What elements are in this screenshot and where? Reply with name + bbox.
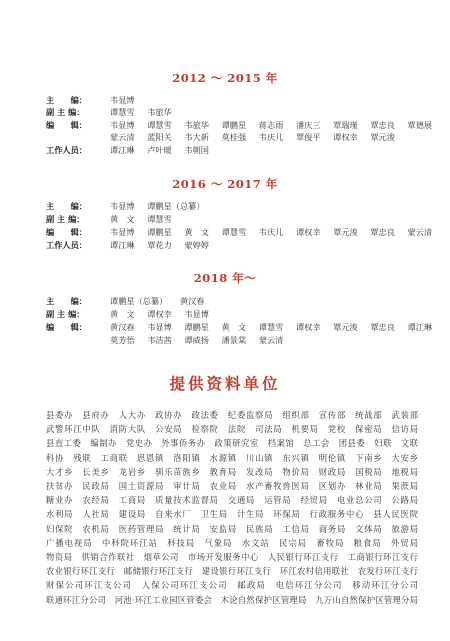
person-name: 谭慧雪	[221, 227, 247, 237]
person-name: 谭权幸	[295, 322, 321, 332]
role-label: 编 辑：	[46, 227, 87, 237]
units-line: 扶贫办 民政局 国土资源局 审计局 农业局 水产畜牧兽医局 区划办 林业局 果蔗局	[46, 481, 418, 492]
role-label: 编 辑：	[46, 322, 87, 332]
names-list	[110, 227, 442, 238]
period1-row-editor	[46, 95, 416, 106]
names-list	[110, 214, 416, 225]
units-section-title: 提供资料单位	[169, 374, 281, 393]
person-name: 蒙云清	[258, 335, 284, 345]
person-name: 韦显博	[110, 201, 135, 211]
person-name: 韦洁茜	[147, 335, 172, 345]
role-label: 副 主 编：	[46, 107, 85, 117]
person-name: 莫桂强	[221, 132, 247, 142]
person-name: 谭慧雪	[258, 322, 284, 332]
role-label: 工作人员：	[46, 240, 87, 250]
person-name: 覃忠良	[370, 120, 395, 130]
person-name: 韦显博	[110, 227, 135, 237]
names-list	[110, 201, 416, 212]
period3-row-editors	[46, 322, 433, 333]
names-list	[110, 335, 416, 346]
units-line: 物资局 供销合作联社 烟草公司 市场开发服务中心 人民银行环江支行 工商银行环江支行	[46, 552, 418, 563]
person-name: 韦显博	[110, 120, 135, 130]
person-name: 韦大新	[184, 132, 209, 142]
period-title-2016-2017: 2016 ～ 2017 年	[172, 177, 278, 191]
names-list	[110, 322, 442, 333]
person-name: 黄汉春	[179, 296, 205, 306]
person-name: 卢叶暖	[147, 145, 172, 155]
person-name: 韦庆儿	[258, 227, 284, 237]
names-list	[110, 309, 416, 320]
role-label: 副 主 编：	[46, 309, 85, 319]
person-name: 覃俊平	[295, 132, 321, 142]
person-name: 覃德展	[407, 120, 433, 130]
period2-row-editor	[46, 201, 416, 212]
person-name: 覃花力	[147, 240, 172, 250]
person-name: 潘庆三	[295, 120, 321, 130]
person-name: 谭鹏星	[147, 227, 172, 237]
person-name: 黄 文	[110, 309, 135, 319]
names-list	[110, 132, 416, 143]
units-line: 财保公司环江支公司 人保公司环江支公司 邮政局 电信环江分公司 移动环江分公司	[46, 580, 418, 591]
person-name: 覃忠良	[370, 322, 395, 332]
person-name: 谭鹏星	[184, 322, 209, 332]
person-name: 蒙云清	[407, 227, 433, 237]
role-label: 主 编：	[46, 201, 87, 211]
person-name: 韦显博	[184, 309, 209, 319]
person-name: 韦旅华	[147, 107, 172, 117]
units-line: 大才乡 长美乡 龙岩乡 驯乐苗族乡 教育局 发改局 物价局 财政局 国税局 地税局	[46, 466, 418, 477]
units-line: 广播电视局 中科院环江站 科技局 气象局 水文站 民宗局 畜牧局 粮食局 外贸局	[46, 537, 418, 548]
person-name: 覃元浚	[333, 227, 358, 237]
period3-row-deputy	[46, 309, 416, 320]
person-name: 蒙婷婷	[184, 240, 209, 250]
units-line: 联通环江分公司 河池·环江工业园区管委会 木论自然保护区管理局 九万山自然保护区管理分局	[46, 594, 418, 605]
person-name: 黄 文	[221, 322, 247, 332]
person-name: 潘景棠	[221, 335, 247, 345]
person-name: 黄汉春	[110, 322, 135, 332]
period2-row-editors	[46, 227, 433, 238]
units-line: 武警环江中队 消防大队 公安局 检察院 法院 司法局 机要局 党校 保密局 信访局	[46, 424, 418, 435]
person-name: 谭慧雪	[147, 120, 172, 130]
person-name: 谭江琳	[110, 240, 135, 250]
role-label: 主 编：	[46, 296, 87, 306]
units-line: 妇保院 农机局 医药管理局 统计局 安监局 民族局 工信局 商务局 文体局 旅游局	[46, 523, 418, 534]
person-name: 覃忠良	[370, 227, 395, 237]
person-name: 韦显博	[110, 95, 135, 105]
person-name: 谭鹏星（总纂）	[110, 296, 168, 306]
person-name: 谭权幸	[147, 309, 172, 319]
person-name: 黄 文	[184, 227, 209, 237]
role-label: 工作人员：	[46, 145, 87, 155]
period3-row-editor	[46, 296, 416, 307]
person-name: 谭江琳	[110, 145, 135, 155]
period2-row-staff	[46, 240, 416, 251]
period1-row-editors	[46, 120, 433, 131]
units-line: 县委办 县府办 人大办 政协办 政法委 纪委监察局 组织部 宣传部 统战部 武装部	[46, 410, 418, 420]
period1-row-deputy	[46, 107, 416, 118]
person-name: 蓝阳关	[147, 132, 172, 142]
units-line: 水利局 人社局 建设局 自来水厂 卫生局 计生局 环保局 行政服务中心 县人民医院	[46, 509, 418, 520]
period2-row-deputy	[46, 214, 416, 225]
units-line: 糖业办 农经局 工商局 质量技术监督局 交通局 运管局 经贸局 电业总公司 公路局	[46, 495, 418, 506]
units-line: 农业银行环江支行 邮储银行环江支行 建设银行环江支行 环江农村信用联社 农发行环江支行	[46, 566, 418, 577]
person-name: 谭慧雪	[147, 214, 172, 224]
person-name: 谭鹏星	[221, 120, 247, 130]
role-label: 编 辑：	[46, 120, 87, 130]
person-name: 蒋志雨	[258, 120, 284, 130]
role-label	[46, 132, 110, 143]
person-name: 覃元浚	[370, 132, 395, 142]
person-name: 莫芳悟	[110, 335, 135, 345]
names-list	[110, 120, 442, 131]
person-name: 谭威扬	[184, 335, 209, 345]
units-line: 县直工委 编制办 党史办 外事侨务办 政策研究室 档案馆 总工会 团县委 妇联 文联	[46, 438, 418, 449]
names-list	[110, 107, 416, 118]
person-name: 谭慧雪	[110, 107, 135, 117]
role-label	[46, 335, 110, 346]
person-name: 韦朝国	[184, 145, 209, 155]
period1-row-editors-cont	[46, 132, 416, 143]
units-list	[46, 408, 418, 607]
role-label: 副 主 编：	[46, 214, 85, 224]
person-name: 覃元浚	[333, 322, 358, 332]
person-name: 韦显博	[147, 322, 172, 332]
person-name: 韦庆儿	[258, 132, 284, 142]
period-title-2012-2015: 2012 ～ 2015 年	[172, 71, 278, 85]
period3-row-editors-cont	[46, 335, 416, 346]
names-list	[110, 240, 416, 251]
names-list	[110, 145, 416, 156]
names-list	[110, 95, 416, 106]
person-name: 蒙云清	[110, 132, 135, 142]
units-line: 科协 残联 工商联 思恩镇 洛阳镇 水源镇 川山镇 东兴镇 明伦镇 下南乡 大安乡	[46, 452, 418, 463]
person-name: 谭鹏星（总纂）	[147, 201, 205, 211]
person-name: 黄 文	[110, 214, 135, 224]
person-name: 谭权幸	[333, 132, 358, 142]
person-name: 谭权幸	[295, 227, 321, 237]
period1-row-staff	[46, 145, 416, 156]
names-list	[110, 296, 416, 307]
period-title-2018: 2018 年～	[193, 271, 257, 285]
person-name: 谭江琳	[407, 322, 433, 332]
person-name: 覃瑞瑾	[333, 120, 358, 130]
role-label: 主 编：	[46, 95, 87, 105]
person-name: 韦旅华	[184, 120, 209, 130]
